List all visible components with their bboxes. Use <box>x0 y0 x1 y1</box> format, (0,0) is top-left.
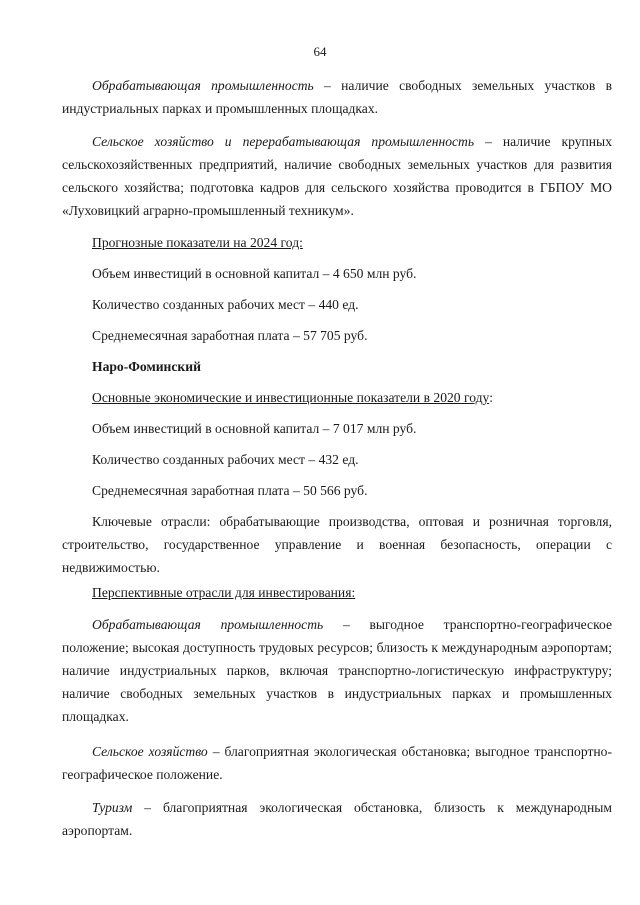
forecast-salary: Среднемесячная заработная плата – 57 705 руб. <box>92 328 368 343</box>
paragraph-key-sectors: Ключевые отрасли: обрабатывающие производства, оптовая и розничная торговля, строительство, государственное управление и военная безопасность, операции с недвижимостью. <box>62 514 612 575</box>
paragraph-agriculture-2 <box>62 740 612 786</box>
prospective-heading: Перспективные отрасли для инвестирования: <box>92 585 356 600</box>
sector-term: Обрабатывающая промышленность <box>92 617 324 632</box>
page-number: 64 <box>313 44 327 59</box>
paragraph-manufacturing-1 <box>62 74 612 120</box>
indicator-jobs: Количество созданных рабочих мест – 432 ед. <box>92 452 359 467</box>
sector-term: Сельское хозяйство и перерабатывающая промышленность <box>92 134 475 149</box>
indicators-heading: Основные экономические и инвестиционные показатели в 2020 году <box>92 390 490 405</box>
paragraph-agriculture-1 <box>62 130 612 222</box>
sector-term: Сельское хозяйство <box>92 744 208 759</box>
sector-description: – благоприятная экологическая обстановка, близость к международным аэропортам. <box>62 800 612 838</box>
forecast-investment: Объем инвестиций в основной капитал – 4 650 млн руб. <box>92 266 417 281</box>
forecast-jobs: Количество созданных рабочих мест – 440 ед. <box>92 297 359 312</box>
district-name: Наро-Фоминский <box>92 359 201 374</box>
sector-description: – благоприятная экологическая обстановка; выгодное транспортно-географическое положение. <box>62 744 612 782</box>
sector-term: Обрабатывающая промышленность <box>92 78 314 93</box>
sector-description: – выгодное транспортно-географическое положение; высокая доступность трудовых ресурсов; близость к международным аэропортам; наличие индустриальных парков, включая транспортно-логистическую инфраструктуру; наличие свободных земельных участков в индустриальных парках и промышленных площадках. <box>62 617 612 724</box>
sector-description: – наличие свободных земельных участков в индустриальных парках и промышленных площадках. <box>62 78 612 116</box>
paragraph-tourism <box>62 796 612 842</box>
indicators-colon: : <box>489 390 493 405</box>
paragraph-manufacturing-2 <box>62 613 612 728</box>
forecast-heading: Прогнозные показатели на 2024 год: <box>92 235 303 250</box>
indicator-investment: Объем инвестиций в основной капитал – 7 017 млн руб. <box>92 421 417 436</box>
sector-description: – наличие крупных сельскохозяйственных предприятий, наличие свободных земельных участков для развития сельского хозяйства; подготовка кадров для сельского хозяйства проводится в ГБПОУ МО «Луховицкий аграрно-промышленный техникум». <box>62 134 612 218</box>
indicators-heading-line <box>92 386 493 409</box>
sector-term: Туризм <box>92 800 133 815</box>
indicator-salary: Среднемесячная заработная плата – 50 566 руб. <box>92 483 368 498</box>
